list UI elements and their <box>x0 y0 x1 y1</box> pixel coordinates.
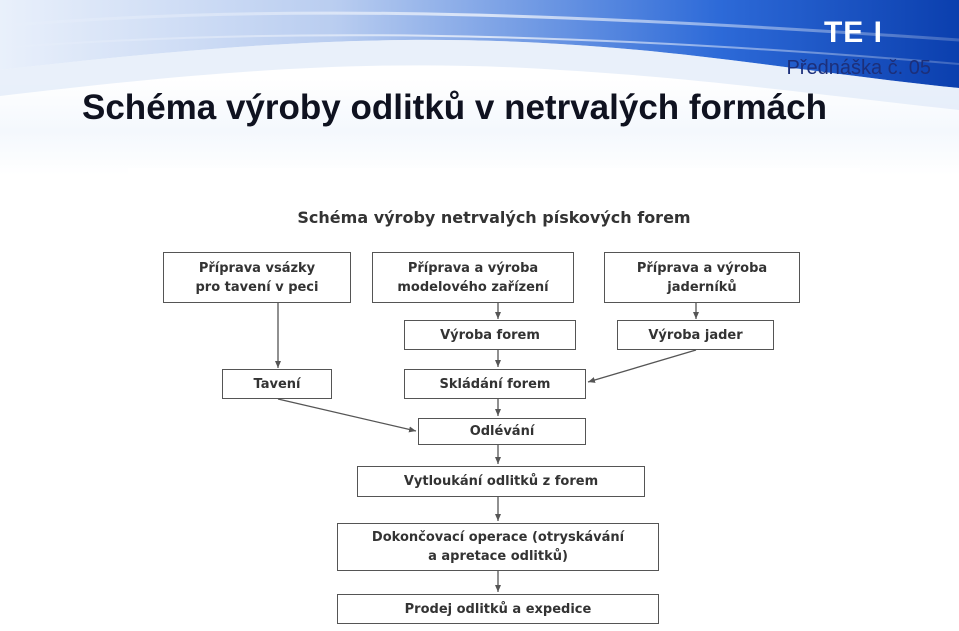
node-pouring: Odlévání <box>418 418 586 445</box>
node-shakeout: Vytloukání odlitků z forem <box>357 466 645 497</box>
diagram-title: Schéma výroby netrvalých pískových forem <box>297 208 691 227</box>
node-mold-assembly: Skládání forem <box>404 369 586 399</box>
node-charge-preparation-line1: Příprava vsázky <box>198 260 316 276</box>
slide-title: Schéma výroby odlitků v netrvalých formách <box>82 88 827 127</box>
node-core-making: Výroba jader <box>617 320 774 350</box>
node-charge-preparation-line2: pro tavení v peci <box>195 279 319 295</box>
node-finishing <box>337 523 659 571</box>
node-finishing-line2: a apretace odlitků) <box>428 549 568 564</box>
node-pattern-preparation-line1: Příprava a výroba <box>407 260 539 276</box>
lecture-number: Přednáška č. 05 <box>786 57 931 79</box>
arrow-cores-to-assembly <box>588 350 696 382</box>
node-finishing-line1: Dokončovací operace (otryskávání <box>371 530 625 545</box>
node-melting: Tavení <box>222 369 332 399</box>
node-pattern-preparation <box>372 252 574 303</box>
node-corebox-preparation <box>604 252 800 303</box>
flowchart-diagram <box>128 168 860 631</box>
node-charge-preparation <box>163 252 351 303</box>
course-code: TE I <box>823 16 883 49</box>
node-corebox-preparation-line1: Příprava a výroba <box>636 260 768 276</box>
node-mold-making: Výroba forem <box>404 320 576 350</box>
node-corebox-preparation-line2: jaderníků <box>667 279 737 295</box>
node-sales: Prodej odlitků a expedice <box>337 594 659 624</box>
node-pattern-preparation-line2: modelového zařízení <box>397 279 549 295</box>
arrow-melting-to-pouring <box>278 399 416 431</box>
